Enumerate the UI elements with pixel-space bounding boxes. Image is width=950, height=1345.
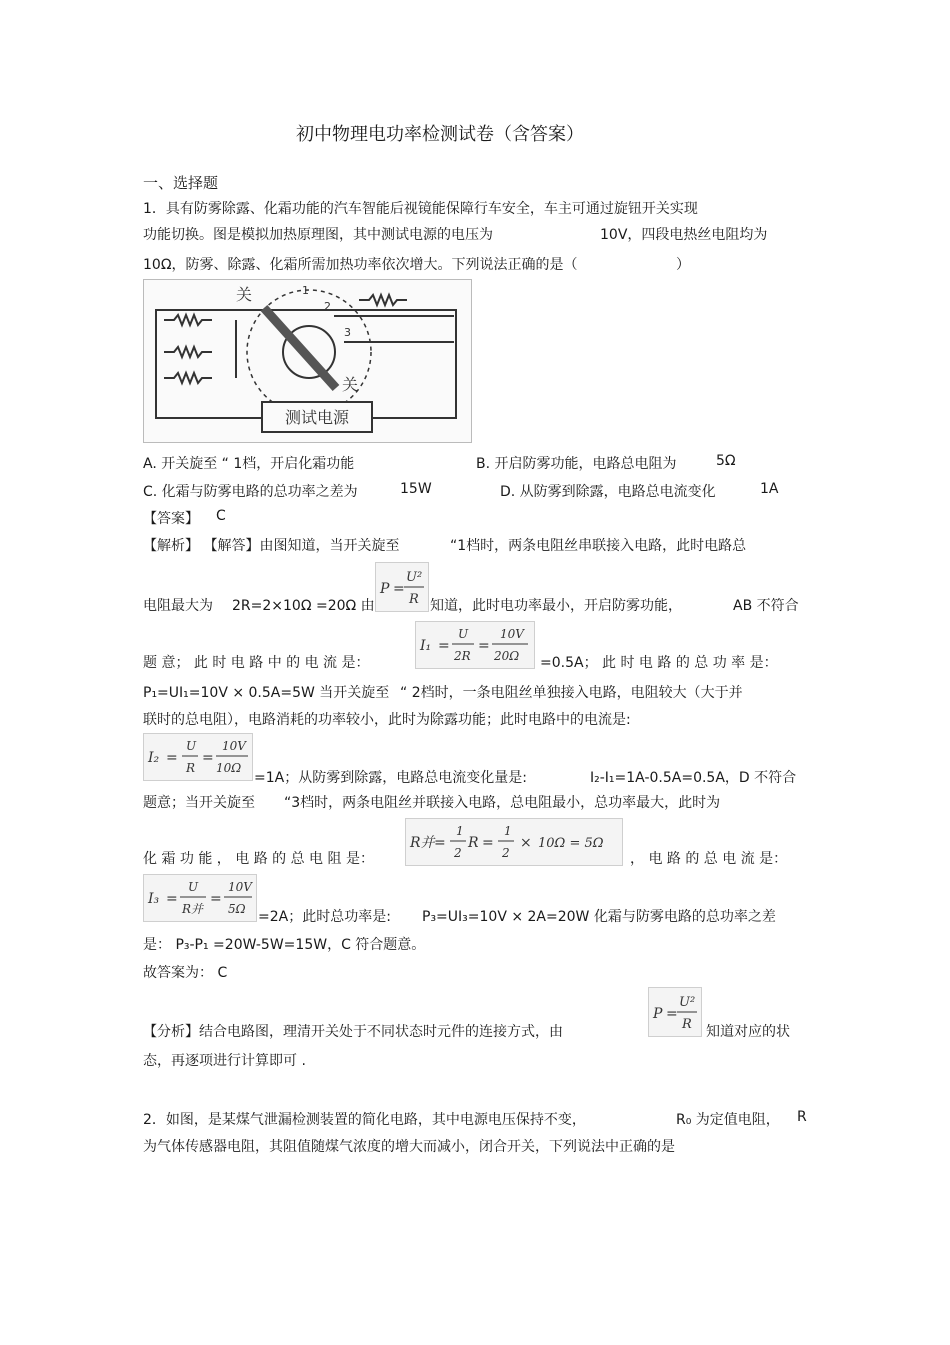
explain-6a: =1A；从防雾到除露，电路总电流变化量是:: [254, 770, 527, 786]
test-source-label: 测试电源: [284, 408, 350, 427]
svg-text:U²: U²: [679, 995, 696, 1010]
svg-text:I₃: I₃: [148, 891, 160, 907]
svg-text:=: =: [438, 638, 450, 654]
svg-text:10Ω: 10Ω: [216, 761, 242, 775]
svg-text:I₂: I₂: [148, 750, 160, 766]
q2-line-2: 为气体传感器电阻，其阻值随煤气浓度的增大而减小，闭合开关，下列说法中正确的是: [143, 1139, 675, 1155]
explain-7b: “3档时，两条电阻丝并联接入电路，总电阻最小，总功率最大，此时为: [284, 795, 721, 811]
analysis-1b: 知道对应的状: [706, 1024, 790, 1040]
explain-3a: 题 意； 此 时 电 路 中 的 电 流 是：: [143, 655, 370, 671]
formula-current-1: [415, 621, 535, 669]
explain-2b: 2R=2×10Ω =20Ω 由: [232, 598, 375, 614]
explain-5: 联时的总电阻），电路消耗的功率较小，此时为除露功能；此时电路中的电流是:: [143, 712, 631, 728]
switch-label-bottom: 关: [342, 375, 359, 394]
svg-text:R并: R并: [182, 902, 204, 916]
svg-text:U²: U²: [406, 570, 423, 585]
resistor-left-1: [164, 315, 212, 325]
answer-label: 【答案】: [143, 511, 199, 527]
formula-power-2: [648, 987, 702, 1037]
pos-label-1: 1: [302, 284, 309, 297]
explain-1a: 【解析】 【解答】由图知道，当开关旋至: [143, 538, 400, 554]
svg-text:=: =: [210, 891, 222, 907]
svg-text:1: 1: [504, 824, 512, 838]
answer-value: C: [216, 508, 226, 524]
analysis-1a: 【分析】结合电路图，理清开关处于不同状态时元件的连接方式，由: [143, 1024, 563, 1040]
q2-line-1a: 2．如图，是某煤气泄漏检测装置的简化电路，其中电源电压保持不变，: [143, 1112, 586, 1128]
resistor-right-1: [359, 295, 407, 305]
resistor-left-2: [164, 347, 212, 357]
explain-11: 故答案为： C: [143, 965, 228, 981]
svg-text:=: =: [166, 891, 178, 907]
explain-3b: =0.5A； 此 时 电 路 的 总 功 率 是：: [540, 655, 778, 671]
svg-text:R: R: [186, 761, 196, 775]
circuit-diagram: [143, 279, 472, 443]
analysis-2: 态，再逐项进行计算即可 .: [143, 1053, 306, 1069]
explain-9a: =2A；此时总功率是:: [258, 909, 391, 925]
svg-text:R: R: [468, 835, 479, 851]
svg-text:P: P: [380, 581, 390, 597]
section-heading: 一、选择题: [143, 174, 219, 192]
svg-text:U: U: [188, 880, 199, 894]
explain-10: 是： P₃-P₁ =20W-5W=15W，C 符合题意。: [143, 937, 426, 953]
q1-line-2a: 功能切换。图是模拟加热原理图，其中测试电源的电压为: [143, 227, 493, 243]
explain-1b: “1档时，两条电阻丝串联接入电路，此时电路总: [450, 538, 747, 554]
option-a: A. 开关旋至 “ 1档，开启化霜功能: [143, 456, 355, 472]
svg-text:I₁: I₁: [420, 638, 432, 654]
option-b-value: 5Ω: [716, 453, 736, 469]
explain-8b: ， 电 路 的 总 电 流 是：: [630, 851, 788, 867]
svg-text:10V: 10V: [228, 880, 252, 894]
svg-text:10V: 10V: [500, 627, 524, 641]
svg-text:=: =: [434, 835, 446, 851]
switch-label-top: 关: [236, 285, 253, 304]
formula-current-3: [143, 874, 257, 922]
explain-4a: P₁=UI₁=10V × 0.5A=5W 当开关旋至: [143, 685, 390, 701]
q1-line-1: 1．具有防雾除露、化霜功能的汽车智能后视镜能保障行车安全，车主可通过旋钮开关实现: [143, 201, 698, 217]
explain-8a: 化 霜 功 能 ， 电 路 的 总 电 阻 是：: [143, 851, 374, 867]
explain-2d: AB 不符合: [733, 598, 799, 614]
explain-4b: “ 2档时，一条电阻丝单独接入电路，电阻较大（大于并: [400, 685, 743, 701]
option-d: D. 从防雾到除露，电路总电流变化: [500, 484, 716, 500]
circuit-svg: [144, 280, 471, 442]
svg-text:R: R: [682, 1017, 692, 1032]
formula-current-2: [143, 733, 253, 781]
svg-text:1: 1: [456, 824, 464, 838]
explain-2c: 知道，此时电功率最小，开启防雾功能，: [430, 598, 682, 614]
pos-label-2: 2: [324, 300, 331, 313]
svg-text:20Ω: 20Ω: [494, 649, 520, 663]
q1-line-3b: ）: [676, 257, 690, 273]
svg-text:R: R: [409, 592, 419, 607]
page-title: 初中物理电功率检测试卷（含答案）: [296, 124, 584, 145]
explain-6b: I₂-I₁=1A-0.5A=0.5A，D 不符合: [590, 770, 797, 786]
explain-7a: 题意；当开关旋至: [143, 795, 255, 811]
explain-2a: 电阻最大为: [143, 598, 213, 614]
svg-text:P: P: [653, 1006, 663, 1022]
q2-line-1b: R₀ 为定值电阻，: [676, 1112, 780, 1128]
formula-power-1: [375, 562, 429, 612]
formula-resistance-par: [405, 818, 623, 866]
option-d-value: 1A: [760, 481, 779, 497]
svg-text:U: U: [186, 739, 197, 753]
option-c: C. 化霜与防雾电路的总功率之差为: [143, 484, 358, 500]
svg-text:2: 2: [454, 846, 462, 860]
pos-label-3: 3: [344, 326, 351, 339]
option-b: B. 开启防雾功能，电路总电阻为: [476, 456, 677, 472]
svg-text:5Ω: 5Ω: [228, 902, 246, 916]
svg-text:=: =: [166, 750, 178, 766]
resistor-left-3: [164, 373, 212, 383]
svg-text:2R: 2R: [454, 649, 471, 663]
svg-text:10Ω = 5Ω: 10Ω = 5Ω: [538, 836, 604, 851]
svg-text:=: =: [202, 750, 214, 766]
option-c-value: 15W: [400, 481, 432, 497]
svg-text:10V: 10V: [222, 739, 246, 753]
svg-text:U: U: [458, 627, 469, 641]
svg-text:2: 2: [502, 846, 510, 860]
q1-line-2b: 10V，四段电热丝电阻均为: [600, 227, 768, 243]
svg-text:=: =: [478, 638, 490, 654]
svg-text:=: =: [482, 835, 494, 851]
svg-text:R并: R并: [410, 835, 435, 851]
svg-text:×: ×: [520, 835, 532, 851]
svg-text:=: =: [666, 1006, 678, 1022]
explain-9b: P₃=UI₃=10V × 2A=20W 化霜与防雾电路的总功率之差: [422, 909, 776, 925]
q2-line-1c: R: [797, 1109, 807, 1125]
q1-line-3a: 10Ω，防雾、除露、化霜所需加热功率依次增大。下列说法正确的是（: [143, 257, 578, 273]
svg-text:=: =: [393, 581, 405, 597]
